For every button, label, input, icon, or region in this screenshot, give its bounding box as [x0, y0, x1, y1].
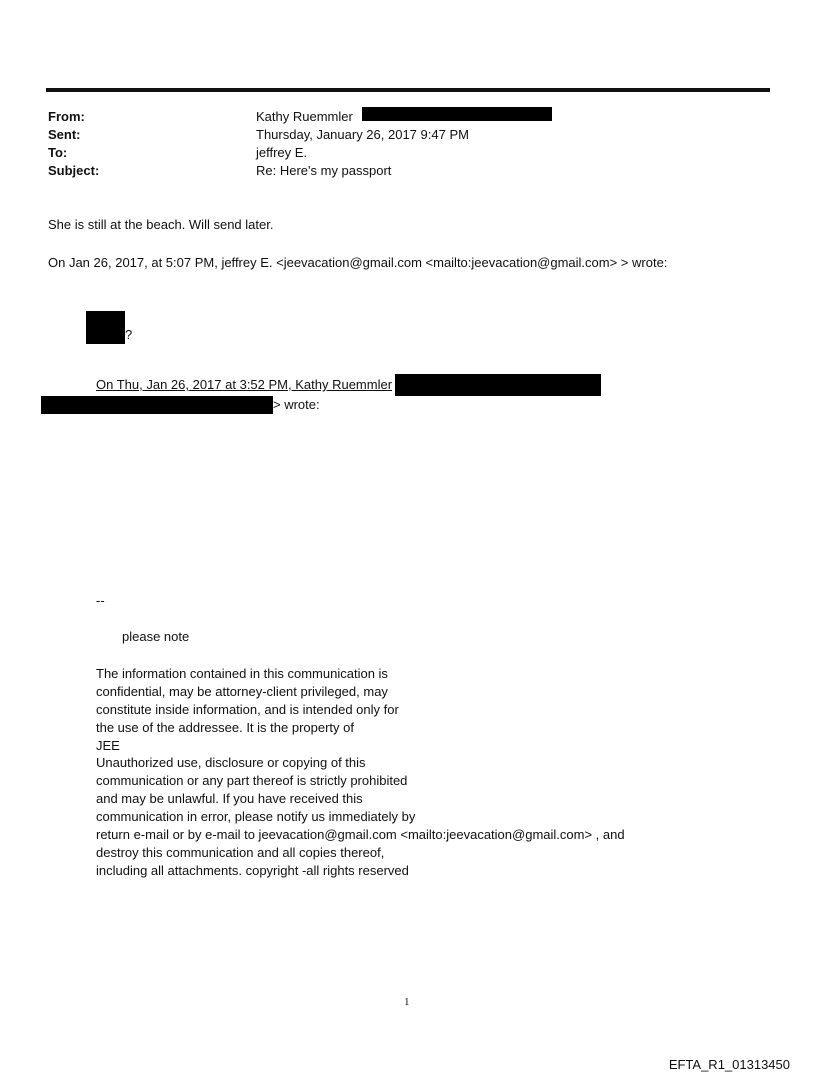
disclaimer-line: return e-mail or by e-mail to jeevacation@gmail.com <mailto:jeevacation@gmail.com> , and	[96, 827, 625, 843]
disclaimer-line: including all attachments. copyright -all rights reserved	[96, 862, 409, 878]
page-number: 1	[404, 996, 410, 1008]
redaction-block	[395, 374, 601, 396]
disclaimer-line: Unauthorized use, disclosure or copying of this	[96, 755, 366, 771]
redaction-block	[362, 107, 552, 121]
to-label: To:	[48, 145, 68, 160]
to-value: jeffrey E.	[256, 145, 308, 160]
header-rule	[46, 88, 770, 92]
subject-label: Subject:	[48, 163, 100, 178]
disclaimer-line: confidential, may be attorney-client privileged, may	[96, 683, 388, 699]
disclaimer-line: JEE	[96, 737, 120, 753]
disclaimer-line: the use of the addressee. It is the property of	[96, 719, 354, 735]
from-value: Kathy Ruemmler	[256, 109, 353, 124]
please-note: please note	[122, 629, 190, 644]
disclaimer-line: constitute inside information, and is intended only for	[96, 701, 399, 717]
quote2-wrote: > wrote:	[273, 397, 320, 412]
disclaimer-line: communication in error, please notify us immediately by	[96, 809, 416, 825]
disclaimer-line: destroy this communication and all copies thereof,	[96, 844, 385, 860]
redaction-block	[41, 396, 273, 414]
disclaimer-line: The information contained in this communication is	[96, 666, 388, 681]
disclaimer-line: and may be unlawful. If you have received this	[96, 791, 363, 807]
sent-value: Thursday, January 26, 2017 9:47 PM	[256, 127, 469, 142]
quote1-text: ?	[125, 327, 133, 342]
sent-label: Sent:	[48, 127, 81, 142]
footer-id: EFTA_R1_01313450	[668, 1057, 790, 1072]
quote2-intro: On Thu, Jan 26, 2017 at 3:52 PM, Kathy Ruemmler	[96, 377, 393, 392]
redaction-block	[86, 311, 125, 344]
from-label: From:	[48, 109, 85, 124]
quote1-intro: On Jan 26, 2017, at 5:07 PM, jeffrey E. <jeevacation@gmail.com <mailto:jeevacation@gmail.com> > wrote:	[48, 255, 668, 270]
signature-dash: --	[96, 593, 105, 608]
subject-value: Re: Here's my passport	[256, 163, 392, 178]
reply-line: She is still at the beach. Will send later.	[48, 217, 274, 232]
disclaimer-line: communication or any part thereof is strictly prohibited	[96, 773, 408, 789]
disclaimer-block	[96, 665, 625, 880]
